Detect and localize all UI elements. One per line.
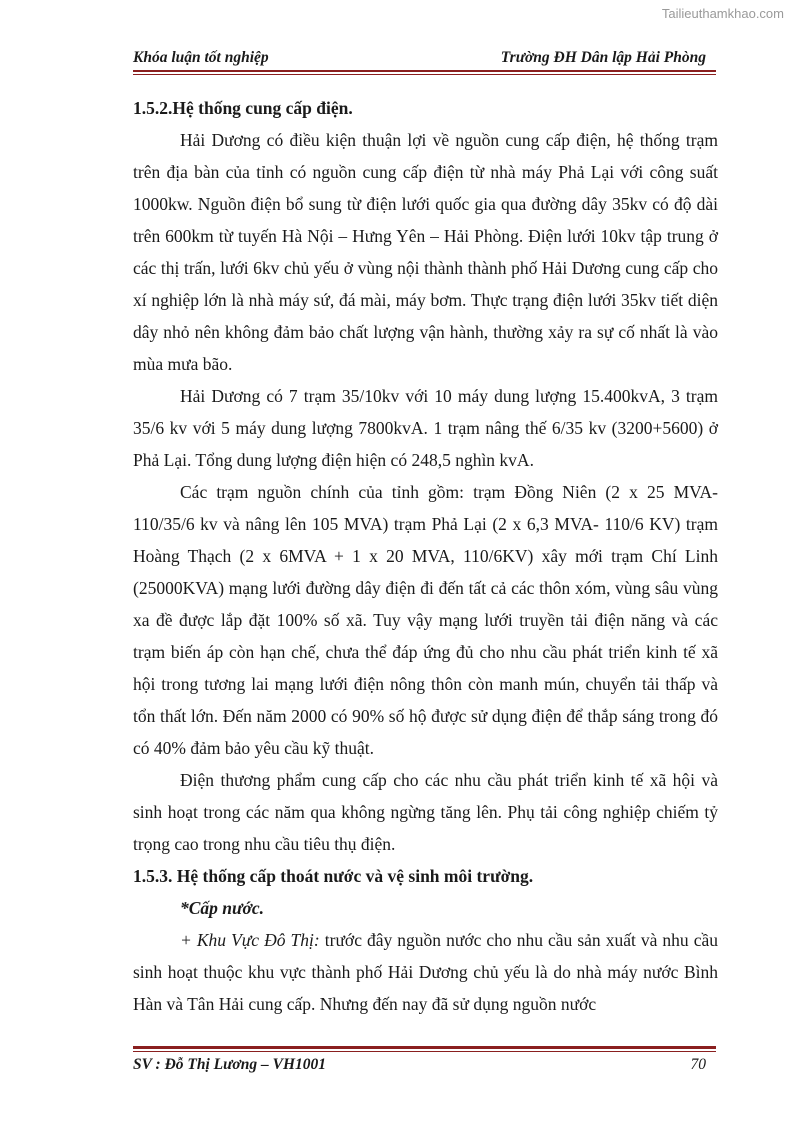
page-footer — [133, 1056, 706, 1078]
footer-student: SV : Đỗ Thị Lương – VH1001 — [133, 1056, 327, 1073]
paragraph-power-supply: Hải Dương có điều kiện thuận lợi về nguồn cung cấp điện, hệ thống trạm trên địa bàn của tỉnh có nguồn cung cấp điện từ nhà máy Phả Lại với công suất 1000kw. Nguồn điện bổ sung từ điện lưới quốc gia qua đường dây 35kv có độ dài trên 600km từ tuyến Hà Nội – Hưng Yên – Hải Phòng. Điện lưới 10kv tập trung ở các thị trấn, lưới 6kv chủ yếu ở vùng nội thành thành phố Hải Dương cung cấp cho xí nghiệp lớn là nhà máy sứ, đá mài, máy bơm. Thực trạng điện lưới 35kv tiết diện dây nhỏ nên không đảm bảo chất lượng vận hành, thường xảy ra sự cố nhất là vào mùa mưa bão. — [133, 130, 718, 374]
page-number: 70 — [690, 1056, 706, 1073]
header-thesis-label: Khóa luận tốt nghiệp — [133, 49, 269, 66]
paragraph-commercial-power: Điện thương phẩm cung cấp cho các nhu cầu phát triển kinh tế xã hội và sinh hoạt trong các năm qua không ngừng tăng lên. Phụ tải công nghiệp chiếm tỷ trọng cao trong nhu cầu tiêu thụ điện. — [133, 770, 718, 854]
page-body — [133, 92, 718, 1020]
header-university: Trường ĐH Dân lập Hải Phòng — [500, 49, 706, 66]
section-title-1-5-3: 1.5.3. Hệ thống cấp thoát nước và vệ sinh môi trường. — [133, 866, 534, 886]
paragraph-main-stations: Các trạm nguồn chính của tỉnh gồm: trạm Đồng Niên (2 x 25 MVA- 110/35/6 kv và nâng lên 105 MVA) trạm Phả Lại (2 x 6,3 MVA- 110/6 KV) trạm Hoàng Thạch (2 x 6MVA + 1 x 20 MVA, 110/6KV) xây mới trạm Chí Linh (25000KVA) mạng lưới đường dây điện đi đến tất cả các thôn xóm, vùng sâu vùng xa đề được lắp đặt 100% số xã. Tuy vậy mạng lưới truyền tải điện năng và các trạm biến áp còn hạn chế, chưa thể đáp ứng đủ cho nhu cầu phát triển kinh tế xã hội trong tương lai mạng lưới điện nông thôn còn manh mún, chuyển tải thấp và tổn thất lớn. Đến năm 2000 có 90% số hộ được sử dụng điện để thắp sáng trong đó có 40% đảm bảo yêu cầu kỹ thuật. — [133, 482, 718, 758]
paragraph-substations: Hải Dương có 7 trạm 35/10kv với 10 máy dung lượng 15.400kvA, 3 trạm 35/6 kv với 5 máy dung lượng 7800kvA. 1 trạm nâng thế 6/35 kv (3200+5600) ở Phả Lại. Tổng dung lượng điện hiện có 248,5 nghìn kvA. — [133, 386, 718, 470]
section-title-1-5-2: 1.5.2.Hệ thống cung cấp điện. — [133, 98, 353, 118]
header-rule — [133, 70, 716, 72]
header-rule-thin — [133, 74, 716, 75]
paragraph-urban-water — [133, 924, 718, 1020]
urban-area-label: + Khu Vực Đô Thị: — [180, 930, 320, 950]
footer-rule-thin — [133, 1051, 716, 1052]
subheading-water-supply: *Cấp nước. — [180, 898, 265, 918]
watermark: Tailieuthamkhao.com — [661, 6, 784, 21]
footer-rule — [133, 1046, 716, 1049]
urban-water-text: trước đây nguồn nước cho nhu cầu sản xuất và nhu cầu sinh hoạt thuộc khu vực thành phố Hải Dương chủ yếu là do nhà máy nước Bình Hàn và Tân Hải cung cấp. Nhưng đến nay đã sử dụng nguồn nước — [133, 930, 719, 1014]
page-header — [133, 49, 706, 71]
